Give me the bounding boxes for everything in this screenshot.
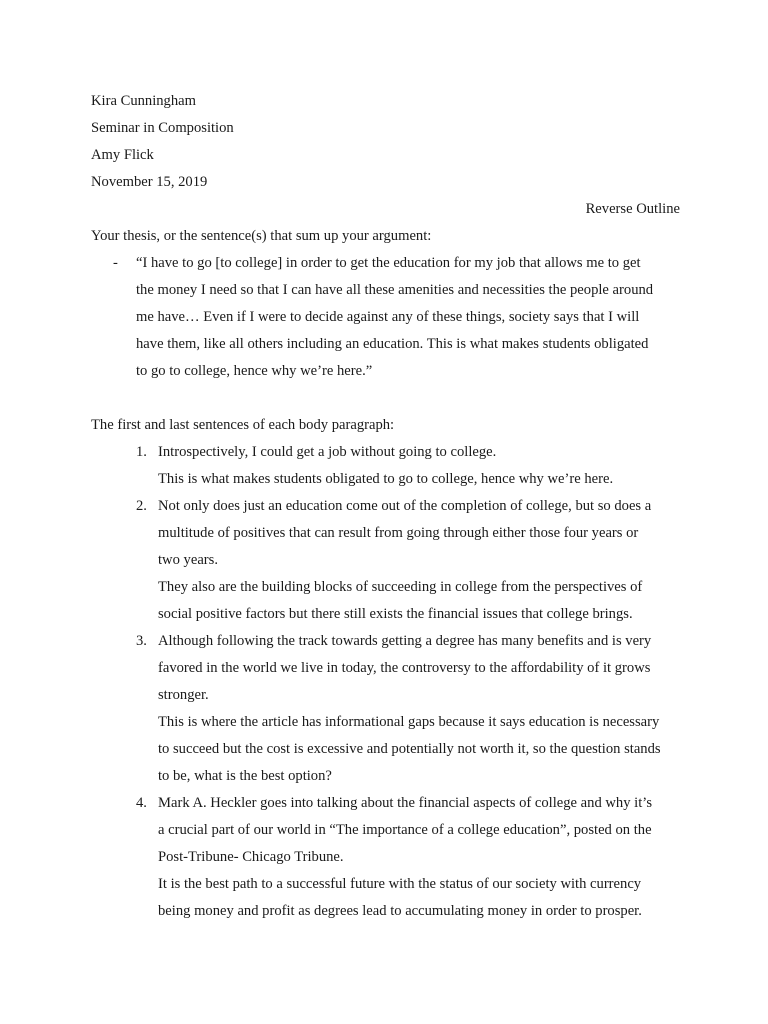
- instructor-name: Amy Flick: [91, 147, 154, 163]
- list-number: 1.: [136, 444, 147, 460]
- item-line: being money and profit as degrees lead to accumulating money in order to prosper.: [158, 903, 642, 919]
- item-line: two years.: [158, 552, 218, 568]
- item-line: It is the best path to a successful future with the status of our society with currency: [158, 876, 642, 892]
- list-item: [91, 790, 680, 925]
- item-line: Although following the track towards getting a degree has many benefits and is very: [158, 633, 652, 649]
- list-item: [91, 493, 680, 628]
- document-content: [91, 88, 680, 925]
- thesis-line: to go to college, hence why we’re here.”: [136, 363, 373, 379]
- course-name: Seminar in Composition: [91, 120, 234, 136]
- thesis-quote: [91, 250, 680, 385]
- item-line: to succeed but the cost is excessive and potentially not worth it, so the question stands: [158, 741, 661, 757]
- list-item: [91, 628, 680, 790]
- item-line: This is where the article has informational gaps because it says education is necessary: [158, 714, 660, 730]
- item-line: a crucial part of our world in “The importance of a college education”, posted on the: [158, 822, 652, 838]
- item-line: Post-Tribune- Chicago Tribune.: [158, 849, 344, 865]
- list-number: 2.: [136, 498, 147, 514]
- list-number: 3.: [136, 633, 147, 649]
- item-line: Introspectively, I could get a job without going to college.: [158, 444, 497, 460]
- item-line: favored in the world we live in today, the controversy to the affordability of it grows: [158, 660, 651, 676]
- item-line: Mark A. Heckler goes into talking about the financial aspects of college and why it’s: [158, 795, 653, 811]
- list-item: [91, 439, 680, 493]
- item-line: Not only does just an education come out of the completion of college, but so does a: [158, 498, 652, 514]
- blank-line: [91, 385, 680, 412]
- item-line: social positive factors but there still exists the financial issues that college brings.: [158, 606, 633, 622]
- thesis-line: me have… Even if I were to decide against any of these things, society says that I will: [136, 309, 640, 325]
- item-line: This is what makes students obligated to go to college, hence why we’re here.: [158, 471, 614, 487]
- document-date: November 15, 2019: [91, 174, 208, 190]
- item-line: multitude of positives that can result from going through either those four years or: [158, 525, 639, 541]
- list-number: 4.: [136, 795, 147, 811]
- thesis-prompt: Your thesis, or the sentence(s) that sum up your argument:: [91, 228, 432, 244]
- author-name: Kira Cunningham: [91, 93, 196, 109]
- thesis-line: “I have to go [to college] in order to get the education for my job that allows me to get: [136, 255, 641, 271]
- item-line: to be, what is the best option?: [158, 768, 332, 784]
- bullet-dash: -: [113, 255, 118, 271]
- item-line: They also are the building blocks of succeeding in college from the perspectives of: [158, 579, 643, 595]
- thesis-line: have them, like all others including an education. This is what makes students obligated: [136, 336, 649, 352]
- thesis-line: the money I need so that I can have all these amenities and necessities the people around: [136, 282, 654, 298]
- document-title: Reverse Outline: [585, 201, 680, 217]
- paragraphs-prompt: The first and last sentences of each body paragraph:: [91, 417, 395, 433]
- item-line: stronger.: [158, 687, 209, 703]
